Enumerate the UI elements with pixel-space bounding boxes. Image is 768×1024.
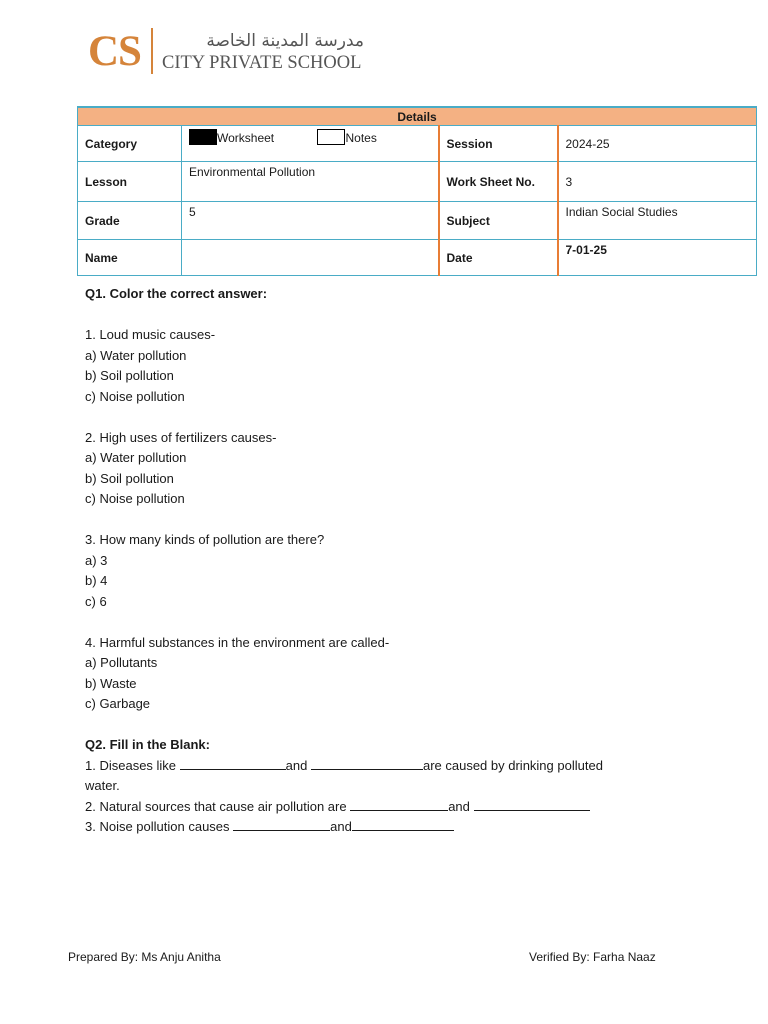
answer-option[interactable]: b) Soil pollution — [85, 470, 174, 486]
details-header-row — [78, 107, 757, 126]
session-value: 2024-25 — [558, 126, 757, 162]
details-row-name — [78, 240, 757, 276]
answer-blank[interactable] — [350, 797, 448, 811]
fill-text: and — [285, 757, 311, 773]
details-header: Details — [78, 107, 757, 126]
fill-text: are caused by drinking polluted — [422, 757, 603, 773]
answer-blank[interactable] — [233, 817, 330, 831]
details-row-category — [78, 126, 757, 162]
worksheet-no-label: Work Sheet No. — [439, 162, 558, 202]
answer-option[interactable]: a) Water pollution — [85, 450, 187, 465]
notes-label: Notes — [345, 131, 377, 145]
school-logo — [88, 26, 388, 78]
subject-label: Subject — [439, 202, 558, 240]
logo-arabic-name: مدرسة المدينة الخاصة — [206, 31, 364, 51]
answer-option[interactable]: b) Waste — [85, 675, 137, 691]
category-cell — [182, 126, 439, 162]
answer-blank[interactable] — [180, 756, 286, 770]
category-label: Category — [78, 126, 182, 162]
verified-by: Verified By: Farha Naaz — [529, 950, 656, 964]
fill-blank-item-1 — [85, 756, 685, 777]
q1-item — [85, 530, 685, 612]
q2-title: Q2. Fill in the Blank: — [85, 737, 210, 752]
fill-blank-item-3 — [85, 817, 685, 838]
question-text: 1. Loud music causes- — [85, 327, 216, 342]
logo-abbreviation: CS — [88, 28, 141, 75]
answer-option[interactable]: a) 3 — [85, 552, 108, 568]
name-value[interactable] — [182, 240, 439, 276]
question-text: 4. Harmful substances in the environment are called- — [85, 634, 390, 650]
answer-option[interactable]: c) 6 — [85, 593, 107, 609]
answer-option[interactable]: c) Noise pollution — [85, 491, 185, 506]
fill-text: and — [448, 798, 474, 814]
q1-item — [85, 325, 685, 407]
details-table — [77, 106, 757, 276]
question-text: 3. How many kinds of pollution are there? — [85, 532, 325, 547]
logo-english-name: CITY PRIVATE SCHOOL — [162, 53, 362, 73]
answer-option[interactable]: a) Water pollution — [85, 347, 187, 363]
lesson-label: Lesson — [78, 162, 182, 202]
date-value: 7-01-25 — [558, 240, 757, 276]
worksheet-checkbox[interactable] — [189, 129, 217, 145]
logo-divider — [151, 28, 153, 74]
fill-text: and — [330, 819, 352, 834]
answer-option[interactable]: c) Garbage — [85, 696, 151, 711]
worksheet-no-value: 3 — [558, 162, 757, 202]
fill-text: water. — [85, 778, 120, 793]
name-label: Name — [78, 240, 182, 276]
subject-value: Indian Social Studies — [558, 202, 757, 240]
session-label: Session — [439, 126, 558, 162]
grade-label: Grade — [78, 202, 182, 240]
answer-option[interactable]: a) Pollutants — [85, 655, 158, 670]
answer-blank[interactable] — [352, 817, 454, 831]
fill-text: 1. Diseases like — [85, 757, 180, 773]
answer-option[interactable]: b) 4 — [85, 573, 108, 588]
answer-blank[interactable] — [474, 797, 590, 811]
question-text: 2. High uses of fertilizers causes- — [85, 429, 277, 445]
answer-option[interactable]: b) Soil pollution — [85, 368, 174, 383]
worksheet-content — [85, 284, 685, 838]
date-label: Date — [439, 240, 558, 276]
category-option-notes[interactable] — [317, 131, 376, 145]
q1-item — [85, 428, 685, 510]
fill-text: 3. Noise pollution causes — [85, 819, 234, 834]
q1-item — [85, 633, 685, 715]
category-option-worksheet[interactable] — [189, 131, 277, 145]
notes-checkbox[interactable] — [317, 129, 345, 145]
answer-option[interactable]: c) Noise pollution — [85, 388, 185, 404]
fill-blank-item-2 — [85, 797, 685, 818]
details-row-grade — [78, 202, 757, 240]
prepared-by: Prepared By: Ms Anju Anitha — [68, 950, 221, 964]
lesson-value: Environmental Pollution — [182, 162, 439, 202]
grade-value: 5 — [182, 202, 439, 240]
worksheet-label: Worksheet — [217, 131, 275, 145]
fill-text: 2. Natural sources that cause air pollution are — [85, 798, 351, 814]
details-row-lesson — [78, 162, 757, 202]
q1-title: Q1. Color the correct answer: — [85, 286, 268, 301]
answer-blank[interactable] — [311, 756, 423, 770]
